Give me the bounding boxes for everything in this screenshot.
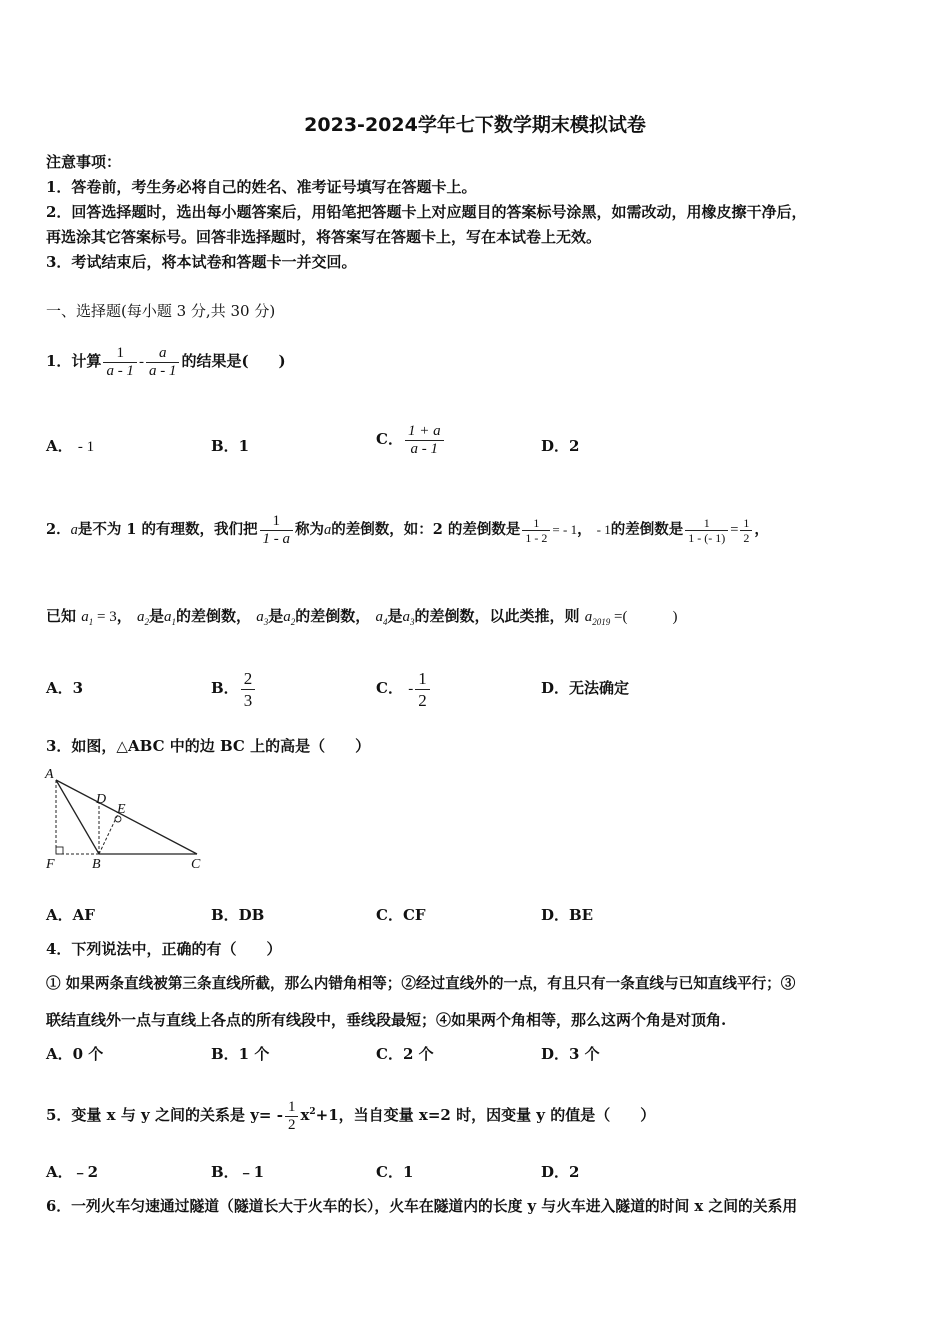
q2-var-a: a — [70, 522, 78, 538]
q1-frac1-num: 1 — [116, 344, 124, 361]
q2-option-d[interactable]: D．无法确定 — [541, 679, 630, 697]
q2-option-b-den: 3 — [241, 689, 256, 711]
q2-seq-a1-ref — [164, 609, 176, 625]
q2-option-c-den: 2 — [415, 689, 430, 711]
q2-a2-var: a — [136, 609, 145, 625]
q2-option-c-num: 1 — [418, 668, 427, 688]
q2-option-b[interactable] — [211, 650, 257, 726]
q2-f4-num: 1 — [743, 515, 750, 530]
q5-frac-num: 1 — [287, 1098, 296, 1115]
q2-seq-a2019 — [585, 609, 611, 625]
q4-statement-line-2: 联结直线外一点与直线上各点的所有线段中，垂线段最短；④如果两个角相等，那么这两个角是对顶角. — [46, 1011, 727, 1029]
q2-text-2: 称为 — [295, 521, 325, 538]
q2-a1-ref-var: a — [163, 609, 172, 625]
q5-fraction — [285, 1099, 299, 1134]
q2-option-b-label: B． — [211, 679, 239, 697]
q1-minus: - — [138, 354, 144, 370]
q2-a2019-sub: 2019 — [592, 617, 611, 627]
label-c: C — [191, 857, 201, 872]
q2-fraction-ex2 — [685, 516, 728, 545]
q2-a3-ref-sub: 3 — [410, 617, 415, 627]
q2-f1-den: 1 - a — [260, 530, 294, 548]
q2-number: 2． — [46, 521, 71, 538]
q2-seq-a1 — [81, 609, 93, 625]
q2-option-c-label: C． — [376, 679, 403, 697]
q1-option-b[interactable]: B．1 — [211, 437, 250, 455]
q5-option-a[interactable]: A．﹣2 — [46, 1163, 99, 1181]
q2-var-a-2: a — [324, 522, 332, 538]
q5-x: x — [300, 1106, 310, 1124]
q1-fraction-2 — [146, 345, 180, 380]
q2-known: 已知 — [46, 607, 77, 625]
q2-fraction-ex1 — [522, 516, 550, 545]
q3-option-d[interactable]: D．BE — [541, 906, 594, 924]
label-b: B — [92, 857, 101, 872]
label-e: E — [117, 802, 126, 817]
q3-option-a[interactable]: A．AF — [46, 906, 95, 924]
q2-a4-var: a — [375, 609, 383, 625]
q2-option-b-num: 2 — [243, 668, 253, 688]
question-6: 6．一列火车匀速通过隧道（隧道长大于火车的长），火车在隧道内的长度 y 与火车进入隧道的时间 x 之间的关系用 — [46, 1198, 798, 1215]
right-angle-f — [56, 847, 63, 854]
q2-a3-sub: 3 — [263, 617, 269, 627]
question-4: 4．下列说法中，正确的有（ ） — [46, 940, 282, 958]
q2-seq-a2-ref — [283, 609, 295, 625]
q2-a3-ref-var: a — [402, 609, 411, 625]
q5-option-d[interactable]: D．2 — [541, 1163, 580, 1181]
q1-suffix: 的结果是( ) — [181, 352, 286, 370]
q5-prefix: 5．变量 x 与 y 之间的关系是 y= - — [46, 1106, 283, 1124]
q1-option-a-label: A． — [46, 437, 73, 455]
q3-option-b[interactable]: B．DB — [211, 906, 265, 924]
q2-eq-1: = - 1 — [552, 522, 578, 537]
q1-option-a[interactable] — [46, 436, 94, 457]
q2-a3-var: a — [256, 609, 264, 625]
q2-f2-num: 1 — [533, 515, 540, 530]
q2-seq-a3-ref — [403, 609, 415, 625]
label-f: F — [46, 857, 55, 872]
q1-option-c-fraction — [405, 423, 444, 458]
q2-a2019-var: a — [584, 609, 593, 625]
question-3: 3．如图，△ABC 中的边 BC 上的高是（ ） — [46, 737, 371, 755]
label-d: D — [96, 792, 107, 807]
q2-option-c[interactable] — [376, 650, 432, 727]
q1-frac2-den: a - 1 — [146, 362, 180, 380]
q2-seq-a4 — [376, 609, 388, 625]
q2-a2-ref-sub: 2 — [290, 617, 296, 627]
q1-option-c-den: a - 1 — [405, 440, 444, 458]
q1-option-d[interactable]: D．2 — [541, 437, 580, 455]
q1-option-c-label: C． — [376, 430, 403, 448]
label-a: A — [45, 767, 54, 782]
q2-a2-ref-var: a — [283, 609, 291, 625]
q2-seq-a1-var: a — [81, 609, 89, 625]
q2-text-4: 的差倒数是 — [610, 521, 684, 538]
notice-item-3: 3．考试结束后，将本试卷和答题卡一并交回。 — [46, 253, 357, 271]
q2-l2-reciprocal-3: 的差倒数，以此类推，则 — [414, 607, 580, 625]
q5-frac-den: 2 — [285, 1116, 299, 1134]
q1-frac2-num: a — [158, 344, 167, 361]
q4-statement-line-1: ① 如果两条直线被第三条直线所截，那么内错角相等；②经过直线外的一点，有且只有一条直线与已知直线平行；③ — [46, 975, 796, 992]
q1-fraction-1 — [103, 345, 137, 380]
q4-option-b[interactable]: B．1 个 — [211, 1045, 270, 1063]
q2-l2-is-3: 是 — [387, 607, 403, 625]
q2-a1-ref-sub: 1 — [171, 617, 176, 627]
question-5 — [46, 1080, 655, 1147]
q2-l2-reciprocal-2: 的差倒数， — [295, 607, 371, 625]
notice-item-2a: 2．回答选择题时，选出每小题答案后，用铅笔把答题卡上对应题目的答案标号涂黑，如需改动，用橡皮擦干净后， — [46, 203, 807, 221]
q2-seq-a2 — [137, 609, 149, 625]
q2-option-b-fraction — [241, 668, 256, 711]
q2-f2-den: 1 - 2 — [522, 530, 550, 545]
q2-l2-comma: ， — [116, 607, 132, 625]
triangle-figure — [40, 762, 220, 874]
q2-text-3: 的差倒数，如：2 的差倒数是 — [331, 521, 521, 538]
q1-option-c[interactable] — [376, 410, 446, 468]
q2-end: ， — [754, 521, 769, 538]
q2-a4-sub: 4 — [383, 617, 388, 627]
q5-option-c[interactable]: C．1 — [376, 1163, 414, 1181]
q2-f3-num: 1 — [703, 515, 710, 530]
q2-seq-a3 — [256, 609, 268, 625]
q2-f3-den: 1 - (- 1) — [685, 530, 728, 545]
q5-exponent: 2 — [309, 1107, 316, 1117]
q1-option-a-value: - 1 — [77, 439, 95, 455]
q2-tail: =( ) — [610, 609, 678, 625]
question-2 — [46, 496, 769, 564]
q2-fraction-def — [260, 513, 294, 548]
q2-option-a[interactable]: A．3 — [46, 679, 84, 697]
q2-l2-is-2: 是 — [268, 607, 284, 625]
q4-option-d[interactable]: D．3 个 — [541, 1045, 600, 1063]
q2-seq-a1-sub: 1 — [88, 617, 94, 627]
question-1 — [46, 332, 286, 391]
q2-neg-one: - 1 — [596, 522, 611, 537]
q2-l2-is-1: 是 — [148, 607, 164, 625]
q2-a2-sub: 2 — [144, 617, 149, 627]
q2-seq-a1-eq: = 3 — [93, 609, 117, 625]
q5-option-b[interactable]: B．﹣1 — [211, 1163, 265, 1181]
q2-fraction-half — [740, 516, 752, 545]
q4-option-a[interactable]: A．0 个 — [46, 1045, 104, 1063]
q2-f4-den: 2 — [740, 530, 752, 545]
q3-option-c[interactable]: C．CF — [376, 906, 426, 924]
q2-comma: ， — [577, 521, 592, 538]
q2-sequence-line — [46, 598, 677, 640]
notice-header: 注意事项： — [46, 153, 122, 171]
q1-option-c-num: 1 + a — [407, 422, 441, 439]
q2-option-c-sign: - — [408, 681, 414, 697]
notice-item-2b: 再选涂其它答案标号。回答非选择题时，将答案写在答题卡上，写在本试卷上无效。 — [46, 228, 602, 246]
q2-l2-reciprocal-1: 的差倒数， — [175, 607, 251, 625]
q2-option-c-fraction — [415, 668, 430, 711]
section-heading: 一、选择题(每小题 3 分,共 30 分) — [46, 302, 276, 320]
q2-text-1: 是不为 1 的有理数，我们把 — [77, 521, 258, 538]
q2-f1-num: 1 — [272, 512, 281, 529]
q5-suffix: +1，当自变量 x=2 时，因变量 y 的值是（ ） — [315, 1106, 656, 1124]
q1-frac1-den: a - 1 — [103, 362, 137, 380]
q1-prefix: 1．计算 — [46, 352, 102, 370]
q2-eq-2: = — [730, 522, 739, 538]
notice-item-1: 1．答卷前，考生务必将自己的姓名、准考证号填写在答题卡上。 — [46, 178, 477, 196]
q4-option-c[interactable]: C．2 个 — [376, 1045, 434, 1063]
page-title: 2023-2024学年七下数学期末模拟试卷 — [304, 114, 646, 136]
